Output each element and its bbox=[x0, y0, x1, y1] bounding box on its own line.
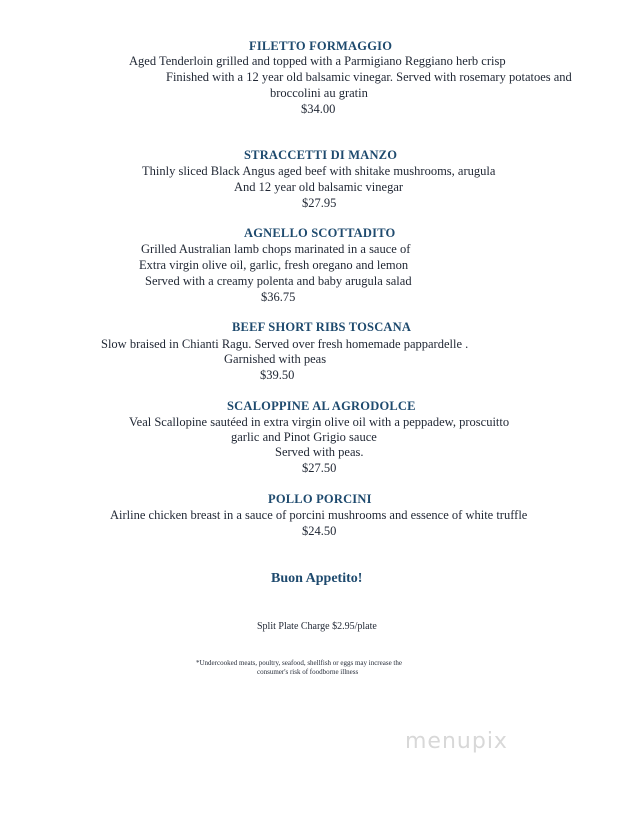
item-description-line: Airline chicken breast in a sauce of porcini mushrooms and essence of white truffle bbox=[110, 508, 528, 522]
item-description-line: garlic and Pinot Grigio sauce bbox=[231, 430, 377, 444]
item-price: $27.50 bbox=[302, 461, 337, 475]
item-description-line: Extra virgin olive oil, garlic, fresh oregano and lemon bbox=[139, 258, 409, 272]
item-price: $39.50 bbox=[260, 368, 295, 382]
item-price: $36.75 bbox=[261, 290, 296, 304]
item-description-line: Served with peas. bbox=[275, 445, 364, 459]
item-description-line: Aged Tenderloin grilled and topped with a Parmigiano Reggiano herb crisp bbox=[129, 54, 506, 68]
item-price: $34.00 bbox=[301, 102, 336, 116]
item-description-line: Grilled Australian lamb chops marinated in a sauce of bbox=[141, 242, 411, 256]
split-plate-charge: Split Plate Charge $2.95/plate bbox=[257, 621, 377, 632]
watermark-logo: menupix bbox=[405, 729, 508, 754]
item-title: BEEF SHORT RIBS TOSCANA bbox=[232, 320, 412, 334]
item-description-line: Thinly sliced Black Angus aged beef with shitake mushrooms, arugula bbox=[142, 164, 496, 178]
item-description-line: Veal Scallopine sautéed in extra virgin olive oil with a peppadew, proscuitto bbox=[129, 415, 510, 429]
item-description-line: And 12 year old balsamic vinegar bbox=[234, 180, 404, 194]
disclaimer-line: *Undercooked meats, poultry, seafood, shellfish or eggs may increase the bbox=[196, 659, 402, 667]
item-title: AGNELLO SCOTTADITO bbox=[244, 226, 396, 240]
item-title: POLLO PORCINI bbox=[268, 492, 372, 506]
item-description-line: Served with a creamy polenta and baby arugula salad bbox=[145, 274, 412, 288]
item-description-line: Slow braised in Chianti Ragu. Served over fresh homemade pappardelle . bbox=[101, 337, 469, 351]
item-price: $27.95 bbox=[302, 196, 337, 210]
item-description-line: broccolini au gratin bbox=[270, 86, 368, 100]
closing-greeting: Buon Appetito! bbox=[271, 571, 363, 586]
item-description-line: Finished with a 12 year old balsamic vinegar. Served with rosemary potatoes and bbox=[166, 70, 572, 84]
item-price: $24.50 bbox=[302, 524, 337, 538]
item-description-line: Garnished with peas bbox=[224, 352, 327, 366]
item-title: STRACCETTI DI MANZO bbox=[244, 148, 398, 162]
item-title: SCALOPPINE AL AGRODOLCE bbox=[227, 399, 416, 413]
disclaimer-line: consumer's risk of foodborne illness bbox=[257, 668, 359, 676]
item-title: FILETTO FORMAGGIO bbox=[249, 39, 393, 53]
